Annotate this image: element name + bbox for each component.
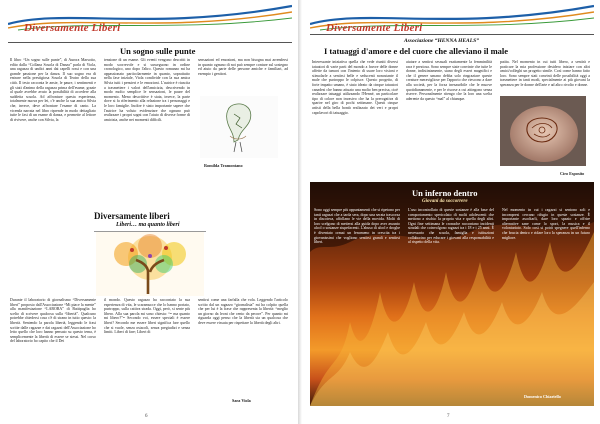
article-column — [312, 60, 398, 180]
article-subtitle: Giovani da soccorrere — [422, 199, 468, 204]
article-kicker: Associazione “HENNA HEALS” — [404, 38, 479, 44]
article-body — [10, 298, 288, 408]
article-text: Nel momento in cui i ragazzi si sentono soli e incompresi cercano rifugio in queste sostanze. È importante ascoltarli, dare loro spazio e offrire alternative sane come lo sport, la musica e il volontariato. Solo così si potrà spegnere quell'inferno che brucia dentro e ridare loro la speranza in un futuro migliore. — [502, 208, 590, 240]
article-column — [408, 208, 494, 398]
article-text: sensazioni ed emozioni, ma non bisogna mai arrendersi in quanto ognuno di noi può sempre contare sul sostegno ed aiuto da parte delle persone amiche e familiari, ad esempio i genitori. — [198, 58, 288, 76]
masthead-left — [8, 0, 292, 44]
article-column — [406, 60, 492, 180]
brand-title: Diversamente Liberi — [24, 22, 121, 34]
article-column — [10, 58, 96, 176]
article-body — [314, 208, 590, 398]
article-column — [314, 208, 400, 398]
article-text: il mondo. Questo ragazzo ha raccontato la sua esperienza di vita, le scaramucce che lo hanno portato, purtroppo, sulla cattiva strada. Oggi, però, si sente più libero. Alla sua parola mi sono chiesta: “= ma quanto mi libero?”= Secondo voi, essere speciali è essere liberi? Secondo me essere liberi significa fare quello che si vuole, senza ostacoli, senza pregiudizi e senza limiti. Liberi di fare; Liberi di — [104, 298, 190, 335]
article-column — [104, 58, 190, 176]
article-column — [198, 298, 288, 378]
article-title: Un sogno sulle punte — [120, 46, 196, 56]
left-page — [0, 0, 298, 424]
article-text: Interessante iniziativa quella che vede riuniti diversi tatuatori di varie parti del mondo a favore delle donne affette da tumori con l'intento di usare loro visioni e stimolarle a sentirsi belle e seducenti nonostante il male che purtroppo le colpisce. Questo progetto, di forte impatto umano, è stato ideato da cinque tatuatori canadesi che hanno attuato una molto ben precisa, cioè realizzare tatuaggi utilizzando l'Henné, un particolare tipo di colore non invasivo che ha la prerogativa di sparire nel giro di pochi settimane. Questi cinque artisti della bella bontà realizzato dei veri e propri capolavori di tatuaggio. — [312, 60, 398, 115]
article-text: tensione di un esame. Gli eventi vengono descritti in modo scorrevole e si susseguono in ordine cronologico, uno dopo l'altro. Questo romanzo mi ha appassionato particolarmente in quanto, soprattutto nella fase iniziale, Viola condivide con la sua amica Silvia tutti i pensieri e le emozioni. L'autrice è riuscita a trasmettere i valori dell'amicizia, descrivendo in modo molto semplice le sensazioni, le paure del momento. Meno descrittive è stata, invece, la parte dove si fa riferimento alla relazione tra i personaggi e le loro famiglie. Inoltre è stato importante sapere che l'autrice ha voluto evidenziare che ognuno può realizzare i propri sogni con l'aiuto di diverse forme di amicizia, anche nei momenti difficili. — [104, 58, 190, 122]
right-page — [302, 0, 600, 424]
masthead-rule — [310, 34, 594, 35]
article-title: Diversamente liberi — [94, 211, 170, 221]
article-column — [10, 298, 96, 408]
masthead-rule — [8, 42, 292, 43]
article-column — [500, 60, 590, 94]
article-title: I tatuaggi d'amore e del cuore che alleviano il male — [324, 46, 509, 56]
article-text: sentirsi come una farfalla che vola. Leggendo l'articolo scritto dal un ragazzo “giornalista” mi ha colpito quella che per lui è la frase che rappresenta la libertà: “meglio un giorno da leoni che cento da pecore”. Per quanto mi riguarda oggi penso che la libertà sia un qualcosa che deve essere vissuta per rispettare la libertà degli altri. — [198, 298, 288, 325]
henna-tattoo-photo — [500, 96, 586, 166]
article-text: Durante il laboratorio di giornalismo “Diversamente liberi” proposto dall'Associazione “Mi piace la mente” alla manifestazione “LABORA” di Battipaglia ho scelto di scrivere qualcosa sulla “libertà”. Qualcuno potrebbe chiedersi cosa c'è di strano in tutto questo: la libertà. Sentendo la parola libertà, leggendo le frasi scritte dalle ragazze e dai ragazzi dell'Associazione ho letto quello che loro hanno pensato su questo tema, è semplicemente la libertà di essere se stessi. Nel corso del laboratorio ho capito che il Dei — [10, 298, 96, 344]
article-text: patita. Nel momento in cui tutti libero, a sentirà e praticare la mia professione desidero iniziare con altri amici/colleghi un progetto simile. Così come hanno fatto loro. Sono sempre stati convinti delle possibilità oggi a trasmettere in tanti modi, specialmente ai più giovani la speranza per le donne dell'arte e ad altro rivolto e donne. — [500, 60, 590, 87]
article-column — [198, 58, 288, 92]
ballerina-drawing — [200, 96, 278, 158]
page-number: 7 — [447, 414, 450, 419]
fire-background-panel — [310, 182, 594, 406]
article-column — [104, 298, 190, 378]
article-subtitle: Liberi… ma quanto liberi — [116, 222, 180, 228]
article-text: Il libro “Un sogno sulle punte”, di Aurora Marsotto, edito dalla “Collana Scuola di Danza” parla di Viola, una ragazza di undici anni dai capelli rossi e con una grande passione per la danza. Il suo sogno era di entrare nella prestigiosa Scuola di Teatro della sua città. Il testo racconta le ansie, le paure, i sentimenti e gli stati d'animo della ragazza prima dell'esame, grazie al quale avrebbe avuto la possibilità di accedere alla suddetta scuola. Ad affrontare questa esperienza, totalmente nuova per lei, c'è anche la sua amica Silvia che, invece, deve affrontare l'esame di canto. La vicenda narrata nel libro riprende in modo dettagliato tutte le fasi di un esame di danza, e permette al lettore di rivivere, anche con Silvia, la — [10, 58, 96, 122]
article-title: Un inferno dentro — [412, 188, 478, 198]
article-text: aiutare a sentirsi sessuali esattamente la femminilità rara è preziosa. Sono sempre state convinte che tutte le donne, indistintamente, siano degli esseri magnifici e che il genere umano debba solo ringraziare queste creature meravigliose per l'apporto che riescono a dare alla società, per la forza inesauribile che le muove quotidianamente, e per le risorse a cui attingono senza riserve. Personalmente ritengo che la loro una scelta aderente da questo “mal” al chiunque. — [406, 60, 492, 101]
article-text: L'uso incontrollato di queste sostanze è alla base del comportamento spericolato di molti adolescenti che mettono a rischio la propria vita e quella degli altri. Ogni fine settimana le cronache raccontano incidenti stradali che coinvolgono ragazzi tra i 18 e i 25 anni. È necessario che scuola, famiglia e istituzioni collaborino per educare i giovani alla responsabilità e al rispetto della vita. — [408, 208, 494, 245]
tree-illustration — [96, 232, 204, 296]
page-number: 6 — [145, 414, 148, 419]
article-byline: Ciro Esposito — [560, 171, 585, 176]
article-byline: Domenico Chiariello — [524, 394, 561, 399]
article-byline: Romilda Tramontano — [204, 163, 243, 168]
article-byline: Sara Viola — [232, 398, 251, 403]
brand-title: Diversamente Liberi — [326, 22, 423, 34]
article-text: Sono oggi sempre più appuntamenti che si ripetono per tanti ragazzi che a tarda sera, dopo una serata trascorsa in discoteca, affollano le vie della movida. Molti di loro scelgono di mettersi alla guida dopo aver assunto alcol o sostanze stupefacenti. L'abuso di alcol e droghe è diventato ormai un fenomeno in crescita tra i giovanissimi che vogliono sentirsi grandi e sentirsi liberi. — [314, 208, 400, 245]
article-column — [502, 208, 590, 388]
